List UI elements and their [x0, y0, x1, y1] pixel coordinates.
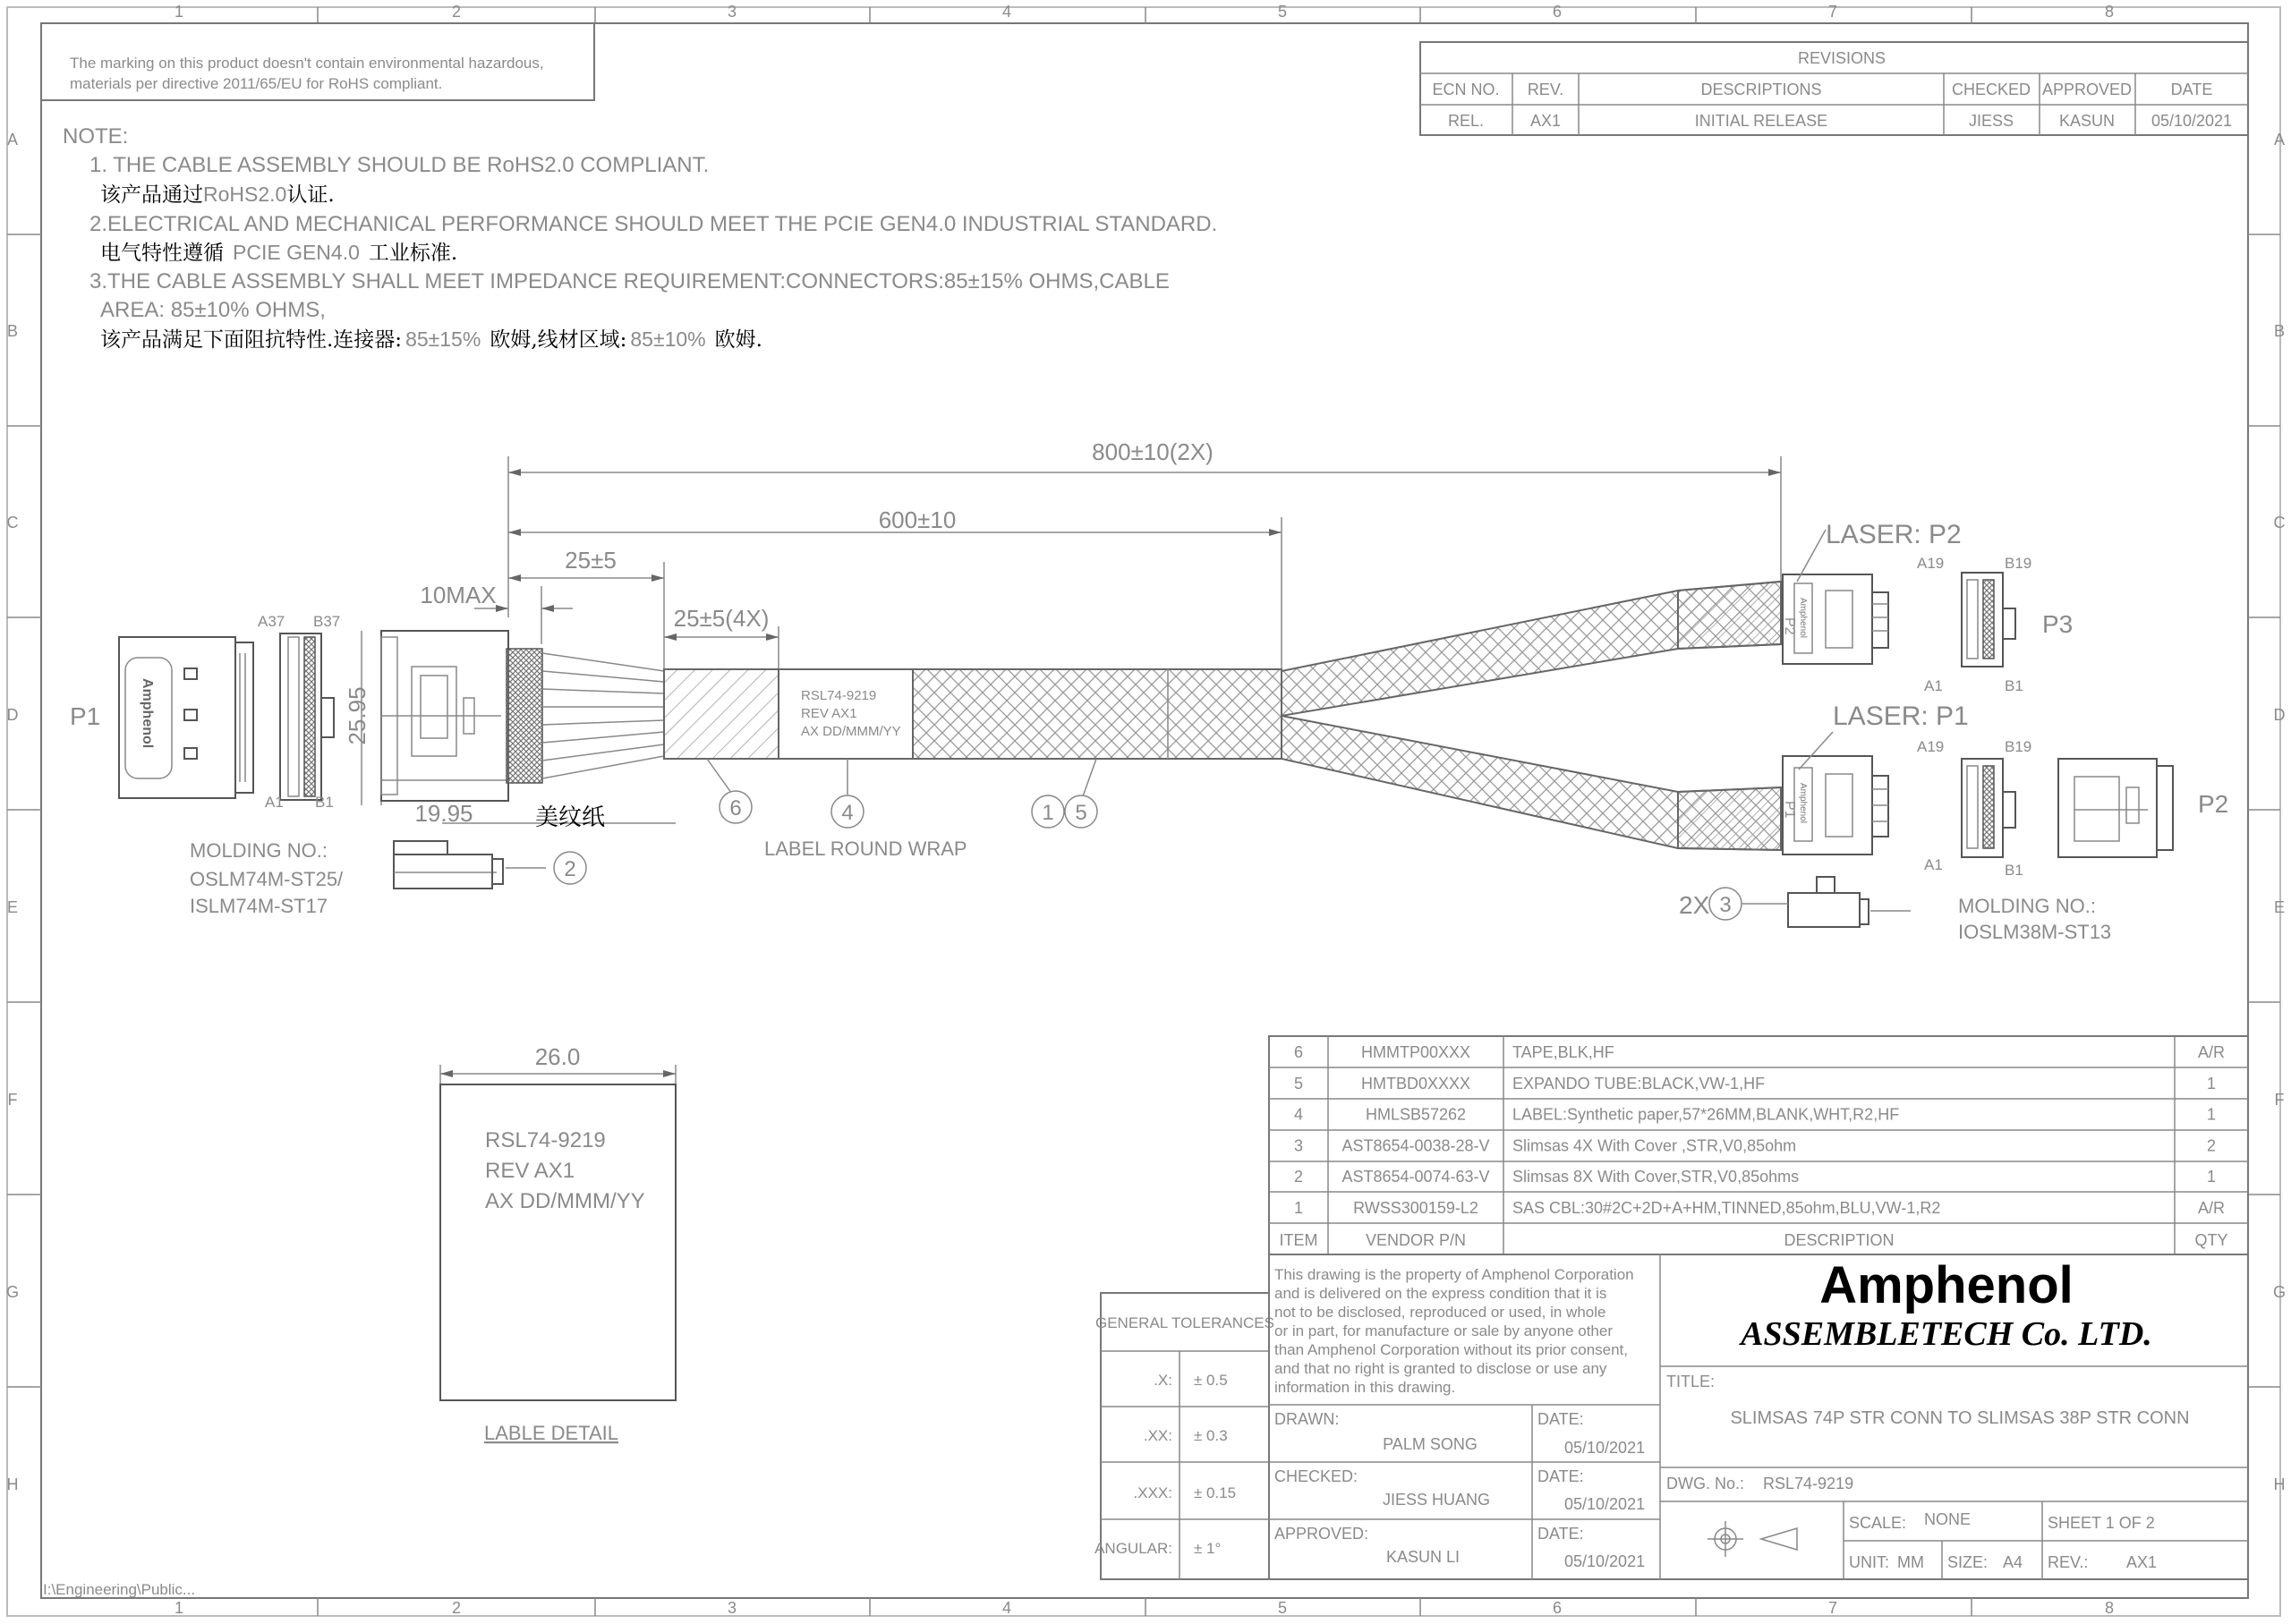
zone-col-3: 3 [727, 3, 737, 21]
zone-col-4b: 4 [1001, 1599, 1012, 1617]
bom-header-qty: QTY [2194, 1231, 2228, 1249]
label-detail-line-1: RSL74-9219 [485, 1128, 606, 1152]
property-line-3: not to be disclosed, reproduced or used, in whole [1274, 1304, 1606, 1321]
note-2-cn: 电气特性遵循 PCIE GEN4.0 工业标准. [100, 241, 458, 265]
bom-cell: A/R [2197, 1199, 2226, 1217]
tolerances-title: GENERAL TOLERANCES [1095, 1314, 1274, 1331]
bom-cell: 1 [1293, 1199, 1304, 1217]
balloon-1-text: 1 [1042, 801, 1054, 825]
p1-b1: B1 [315, 794, 334, 811]
revisions-table [1420, 42, 2248, 135]
dim-2595: 25.95 [344, 686, 370, 745]
zone-col-2: 2 [451, 3, 462, 21]
rohs-line-2: materials per directive 2011/65/EU for RoHS compliant. [70, 75, 443, 92]
zone-row-c: C [6, 514, 19, 531]
zone-row-h-r: H [2273, 1475, 2286, 1493]
bom-header-vendor: VENDOR P/N [1365, 1231, 1467, 1249]
p3-pin-view [1917, 555, 2073, 694]
zone-col-3b: 3 [727, 1599, 737, 1617]
note-2: 2.ELECTRICAL AND MECHANICAL PERFORMANCE SHOULD MEET THE PCIE GEN4.0 INDUSTRIAL STANDARD. [89, 212, 1218, 236]
p2-brand-mark: Amphenol [1798, 598, 1808, 639]
p3-b19: B19 [2005, 555, 2032, 572]
zone-col-6: 6 [1552, 3, 1563, 21]
rev-cell-approved: KASUN [2058, 112, 2116, 130]
p2-mark: P2 [1782, 617, 1797, 635]
p1b-mark: P1 [1782, 801, 1797, 819]
title-block [1269, 1254, 2248, 1579]
bom-cell: 4 [1293, 1105, 1304, 1124]
property-line-2: and is delivered on the express condition that it is [1274, 1285, 1607, 1302]
cn-paper-label: 美纹纸 [535, 804, 606, 831]
molding-right-2: IOSLM38M-ST13 [1958, 921, 2112, 943]
label-detail-line-2: REV AX1 [485, 1159, 575, 1183]
property-line-6: and that no right is granted to disclose or use any [1274, 1360, 1607, 1377]
bom-cell: 2 [1293, 1168, 1304, 1186]
rev-cell-ecn: REL. [1447, 112, 1485, 130]
size-value: A4 [2003, 1553, 2023, 1571]
bom-cell: SAS CBL:30#2C+2D+A+HM,TINNED,85ohm,BLU,VW-1,R2 [1512, 1199, 1941, 1217]
p2-housing-view [2058, 759, 2228, 857]
bom-cell: Slimsas 4X With Cover ,STR,V0,85ohm [1512, 1136, 1797, 1155]
dwg-label: DWG. No.: [1666, 1475, 1745, 1492]
property-line-4: or in part, for manufacture or sale by anyone other [1274, 1322, 1613, 1339]
property-line-7: information in this drawing. [1274, 1379, 1456, 1396]
p2-a19: A19 [1917, 738, 1945, 755]
drawing-title: SLIMSAS 74P STR CONN TO SLIMSAS 38P STR CONN [1730, 1408, 2190, 1428]
rev-cell-desc: INITIAL RELEASE [1694, 112, 1828, 130]
p2-b19: B19 [2005, 738, 2032, 755]
scale-value: NONE [1924, 1510, 1972, 1528]
size-label: SIZE: [1947, 1553, 1989, 1571]
balloon-5-text: 5 [1075, 801, 1087, 825]
p2-label: P2 [2198, 790, 2229, 818]
zone-row-g-r: G [2272, 1283, 2287, 1301]
tol-xx-label: .XX: [1143, 1427, 1172, 1444]
label-detail [440, 1043, 676, 1444]
bom-cell: 1 [2206, 1074, 2217, 1093]
checked-label: CHECKED: [1274, 1467, 1358, 1485]
zone-row-g: G [5, 1283, 20, 1301]
bom-cell: 3 [1293, 1136, 1304, 1155]
p1-b37: B37 [313, 613, 341, 630]
laser-p1: LASER: P1 [1833, 701, 1969, 731]
p1-brand-mark: Amphenol [140, 678, 155, 749]
zone-col-5b: 5 [1277, 1599, 1288, 1617]
drawn-date: 05/10/2021 [1564, 1439, 1646, 1457]
dim-10max: 10MAX [420, 582, 497, 608]
laser-p2: LASER: P2 [1826, 520, 1962, 549]
bom-cell: 6 [1293, 1043, 1304, 1061]
p1-label: P1 [70, 702, 101, 730]
zone-col-1b: 1 [174, 1599, 184, 1617]
drawn-value: PALM SONG [1383, 1435, 1478, 1453]
bom-cell: LABEL:Synthetic paper,57*26MM,BLANK,WHT,R2,HF [1512, 1105, 1900, 1124]
p2-b1: B1 [2005, 862, 2023, 879]
rev-header-checked: CHECKED [1951, 81, 2031, 98]
rev-cell-checked: JIESS [1968, 112, 2014, 130]
molding-left-1: MOLDING NO.: [190, 839, 328, 862]
cable-label-line-2: REV AX1 [801, 706, 857, 721]
zone-row-d-r: D [2273, 706, 2286, 724]
rev-cell-rev: AX1 [1529, 112, 1562, 130]
balloon-2-text: 2 [564, 857, 576, 881]
bom-cell: RWSS300159-L2 [1353, 1199, 1478, 1217]
approved-value: KASUN LI [1385, 1548, 1461, 1566]
tol-xx-value: ± 0.3 [1194, 1427, 1228, 1444]
balloon-4-text: 4 [841, 801, 854, 825]
tol-ang-label: ANGULAR: [1094, 1540, 1172, 1557]
zone-row-h: H [6, 1475, 19, 1493]
rev-header-date: DATE [2170, 81, 2213, 98]
company-sub: ASSEMBLETECH Co. LTD. [1741, 1315, 2152, 1353]
rev-label: REV.: [2048, 1553, 2089, 1571]
p1-connector [70, 637, 253, 798]
cable-branches [1282, 582, 1781, 850]
dim-1995: 19.95 [414, 800, 473, 827]
drawn-label: DRAWN: [1274, 1410, 1340, 1428]
molding-left-2: OSLM74M-ST25/ [190, 868, 344, 890]
bom-cell: Slimsas 8X With Cover,STR,V0,85ohms [1512, 1168, 1800, 1186]
note-1: 1. THE CABLE ASSEMBLY SHOULD BE RoHS2.0 COMPLIANT. [89, 153, 710, 177]
approved-date-label: DATE: [1537, 1525, 1584, 1543]
p2-branch-connector [1782, 520, 1962, 664]
unit-label: UNIT: [1849, 1553, 1889, 1571]
bom-cell: HMMTP00XXX [1360, 1043, 1471, 1061]
p3-label: P3 [2042, 610, 2074, 638]
tol-x-label: .X: [1154, 1372, 1172, 1389]
note-3-cn: 该产品满足下面阻抗特性.连接器: 85±15% 欧姆,线材区域: 85±10% 欧姆. [100, 327, 762, 352]
p3-b1: B1 [2005, 677, 2023, 694]
notes [63, 124, 1217, 352]
zone-row-b-r: B [2273, 322, 2286, 340]
balloon-3-text: 3 [1719, 893, 1732, 917]
unit-value: MM [1897, 1553, 1924, 1571]
p1b-brand-mark: Amphenol [1798, 783, 1808, 824]
zone-col-6b: 6 [1552, 1599, 1563, 1617]
bom-cell: AST8654-0038-28-V [1341, 1136, 1490, 1155]
p2-pin-view [1917, 738, 2031, 879]
bom-header-desc: DESCRIPTION [1784, 1231, 1895, 1249]
label-round-wrap: LABEL ROUND WRAP [764, 838, 967, 860]
p1-a37: A37 [258, 613, 285, 630]
bom-cell: 1 [2206, 1168, 2217, 1186]
p1-pin-view [258, 613, 340, 811]
approved-date: 05/10/2021 [1564, 1552, 1646, 1570]
wire-strands [542, 653, 664, 778]
zone-row-a-r: A [2273, 131, 2286, 149]
label-detail-line-3: AX DD/MMM/YY [485, 1189, 645, 1213]
revisions-title: REVISIONS [1797, 49, 1886, 67]
label-width-dim: 26.0 [534, 1043, 581, 1070]
tol-xxx-value: ± 0.15 [1194, 1484, 1237, 1501]
footer-path: I:\Engineering\Public... [43, 1581, 196, 1598]
zone-col-8b: 8 [2104, 1599, 2115, 1617]
cover-4x-side [1741, 877, 1911, 927]
zone-row-f-r: F [2274, 1091, 2285, 1109]
bom-cell: HMTBD0XXXX [1360, 1074, 1471, 1093]
bom-cell: HMLSB57262 [1365, 1105, 1467, 1124]
bom-cell: AST8654-0074-63-V [1341, 1168, 1490, 1186]
tol-x-value: ± 0.5 [1194, 1372, 1228, 1389]
zone-col-7: 7 [1827, 3, 1838, 21]
bom-cell: 1 [2206, 1105, 2217, 1124]
bom-cell: 5 [1293, 1074, 1304, 1093]
dim-25x4: 25±5(4X) [673, 605, 770, 632]
rev-header-rev: REV. [1527, 81, 1564, 98]
p1-a1: A1 [265, 794, 284, 811]
checked-date-label: DATE: [1537, 1467, 1584, 1485]
property-line-5: than Amphenol Corporation without its prior consent, [1274, 1341, 1629, 1358]
notes-heading: NOTE: [63, 124, 129, 149]
zone-col-4: 4 [1001, 3, 1012, 21]
projection-symbol-icon [1708, 1521, 1797, 1557]
tol-ang-value: ± 1° [1194, 1540, 1222, 1557]
bom-table [1269, 1036, 2248, 1254]
molding-right-1: MOLDING NO.: [1958, 895, 2097, 917]
bom-cell: TAPE,BLK,HF [1512, 1043, 1614, 1061]
zone-row-b: B [6, 322, 19, 340]
bom-cell: EXPANDO TUBE:BLACK,VW-1,HF [1512, 1074, 1766, 1093]
sheet-value: SHEET 1 OF 2 [2048, 1514, 2155, 1532]
cover-8x-side [394, 841, 546, 889]
p1-branch-connector [1782, 701, 1969, 855]
rev-value: AX1 [2126, 1553, 2158, 1571]
drawn-date-label: DATE: [1537, 1410, 1584, 1428]
zone-row-e: E [6, 898, 19, 916]
balloon-6-text: 6 [729, 796, 742, 821]
tolerances-block [1094, 1293, 1274, 1579]
bom-cell: A/R [2197, 1043, 2226, 1061]
rev-cell-date: 05/10/2021 [2150, 112, 2233, 130]
zone-row-c-r: C [2273, 514, 2286, 531]
zone-row-a: A [6, 131, 19, 149]
dim-main: 600±10 [878, 506, 957, 533]
zone-col-2b: 2 [451, 1599, 462, 1617]
zone-col-8: 8 [2104, 3, 2115, 21]
rev-header-desc: DESCRIPTIONS [1700, 81, 1822, 98]
zone-col-5: 5 [1277, 3, 1288, 21]
label-detail-caption: LABLE DETAIL [484, 1422, 618, 1444]
molding-left-3: ISLM74M-ST17 [190, 895, 328, 917]
zone-row-e-r: E [2273, 898, 2286, 916]
zone-row-d: D [6, 706, 19, 724]
p1-housing [381, 631, 542, 801]
property-line-1: This drawing is the property of Amphenol Corporation [1274, 1266, 1634, 1283]
dim-25: 25±5 [565, 547, 617, 574]
rev-header-approved: APPROVED [2041, 81, 2133, 98]
cable-label-line-3: AX DD/MMM/YY [801, 724, 901, 739]
note-1-cn: 该产品通过RoHS2.0认证. [100, 183, 335, 207]
bom-header-item: ITEM [1279, 1231, 1318, 1249]
approved-label: APPROVED: [1274, 1525, 1369, 1543]
title-label: TITLE: [1666, 1373, 1716, 1390]
note-3a: 3.THE CABLE ASSEMBLY SHALL MEET IMPEDANCE REQUIREMENT:CONNECTORS:85±15% OHMS,CABLE [89, 269, 1170, 293]
rev-header-ecn: ECN NO. [1432, 81, 1500, 98]
p2-a1: A1 [1924, 856, 1943, 873]
p3-a1: A1 [1924, 677, 1943, 694]
cable-body [664, 669, 1282, 759]
cable-label-line-1: RSL74-9219 [801, 688, 877, 703]
dim-overall: 800±10(2X) [1092, 438, 1214, 465]
zone-col-1: 1 [174, 3, 184, 21]
bom-cell: 2 [2206, 1136, 2217, 1155]
zone-row-f: F [7, 1091, 18, 1109]
dwg-value: RSL74-9219 [1763, 1475, 1854, 1492]
p3-a19: A19 [1917, 555, 1945, 572]
scale-label: SCALE: [1849, 1514, 1907, 1532]
balloon-3-qty: 2X [1679, 891, 1710, 919]
checked-value: JIESS HUANG [1382, 1491, 1491, 1509]
checked-date: 05/10/2021 [1564, 1495, 1646, 1513]
note-3b: AREA: 85±10% OHMS, [100, 298, 326, 322]
zone-col-7b: 7 [1827, 1599, 1838, 1617]
company-name: Amphenol [1819, 1256, 2074, 1314]
rohs-line-1: The marking on this product doesn't contain environmental hazardous, [70, 55, 544, 72]
tol-xxx-label: .XXX: [1133, 1484, 1172, 1501]
